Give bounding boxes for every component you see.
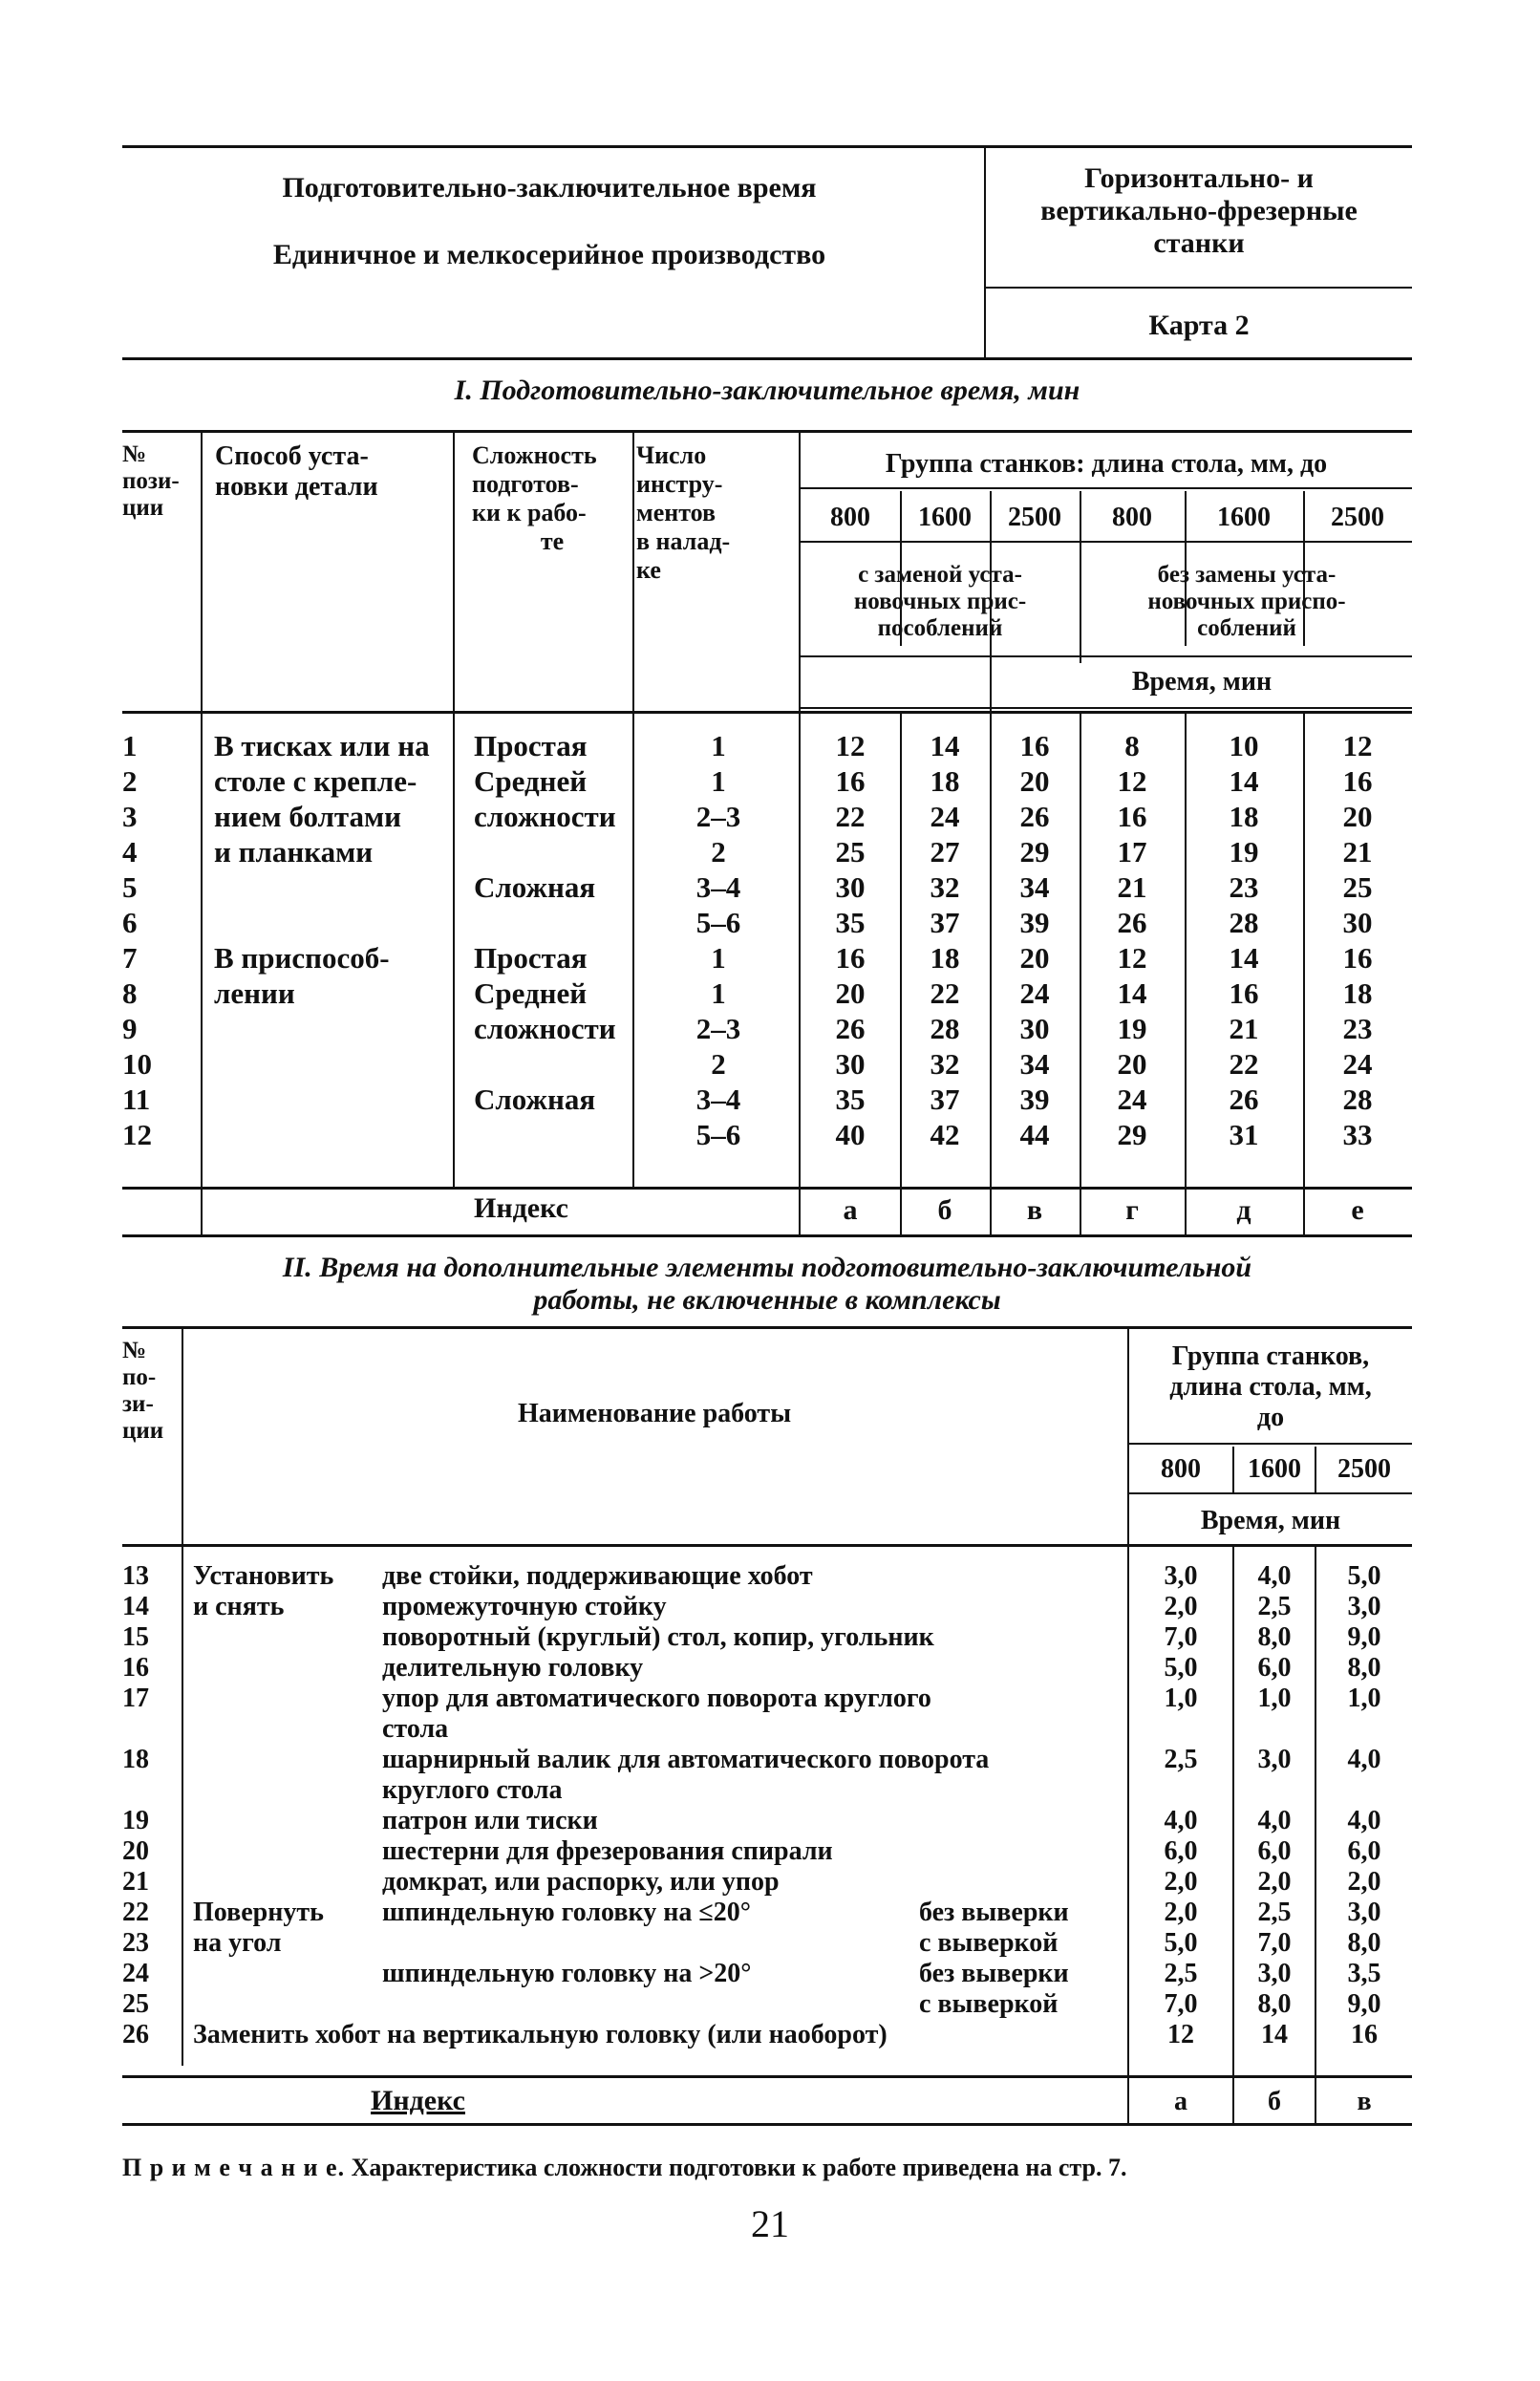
time-value-cell: 12 [1342,729,1373,762]
time-value-cell: 4,0 [1257,1806,1292,1835]
tools-cell: 2 [711,1047,726,1081]
table1-rule [801,541,1412,543]
time-value-cell: 16 [1351,2020,1378,2049]
length-header: 800 [830,503,870,532]
header-machines: Горизонтально- и вертикально-фрезерные станки [1040,162,1358,259]
time-value-cell: 25 [835,835,866,869]
position-cell [122,1775,180,1806]
time-value-cell: 2,0 [1164,1898,1198,1927]
time-value-cell: 14 [1229,764,1259,798]
time-value-cell: 22 [1229,1047,1259,1081]
time-value-cell: 1,0 [1164,1684,1198,1713]
work-name: шпиндельную головку на ≤20° [382,1898,751,1927]
complexity-a-hard: Сложная [474,870,596,904]
time-value-cell: 2,5 [1257,1898,1292,1927]
complexity-a: Простая Средней сложности [474,729,616,833]
time-value-cell: 5,0 [1164,1928,1198,1958]
position-cell: 19 [122,1806,149,1835]
time-value-cell: 32 [930,1047,960,1081]
time-value-cell: 4,0 [1347,1806,1381,1835]
time-value-cell: 12 [1117,764,1147,798]
time-value-cell: 16 [835,941,866,975]
work-name: стола [382,1714,449,1744]
time-value-cell: 26 [1117,906,1147,939]
time-value-cell: 29 [1019,835,1050,869]
footnote [122,2154,1422,2182]
time-value-cell: 18 [930,941,960,975]
time-value-cell: 26 [835,1012,866,1045]
time-value-cell: 23 [1342,1012,1373,1045]
table2-rule [1129,1492,1412,1494]
header-bottom-rule [122,357,1412,360]
position-cell: 2 [122,764,138,798]
time-value-cell: 2,0 [1164,1592,1198,1621]
time-value-cell: 16 [1229,976,1259,1010]
position-cell: 9 [122,1012,138,1045]
header-top-rule [122,145,1412,148]
time-value-cell: 3,0 [1347,1898,1381,1927]
time-header: Время, мин [1131,667,1273,697]
time-value-cell: 16 [1117,800,1147,833]
page-number: 21 [751,2202,789,2245]
work-name: промежуточную стойку [382,1592,667,1621]
length-header: 1600 [1217,503,1271,532]
time-value-cell: 4,0 [1347,1745,1381,1774]
complexity-b-hard: Сложная [474,1083,596,1116]
position-cell: 10 [122,1047,152,1081]
time-value-cell: 6,0 [1257,1836,1292,1866]
position-cell [122,1714,180,1745]
verb-install: Установить и снять [193,1561,334,1621]
time-value-cell: 30 [835,1047,866,1081]
time-value-cell: 28 [930,1012,960,1045]
tools-cell: 1 [711,976,726,1010]
time-value-cell: 8 [1124,729,1140,762]
table1-head-bottom [122,711,1412,714]
position-cell: 16 [122,1653,149,1683]
time-value-cell: 3,0 [1257,1745,1292,1774]
time-value-cell: 39 [1019,906,1050,939]
table2-rule [1129,1443,1412,1445]
position-cell: 5 [122,870,138,904]
machine-group-header: Группа станков: длина стола, мм, до [885,449,1328,479]
position-column [122,728,189,1152]
time-value-cell: 19 [1229,835,1259,869]
work-name: шарнирный валик для автоматического поворота [382,1745,990,1774]
time-value-cell: 25 [1342,870,1373,904]
card-number: Карта 2 [1148,310,1250,341]
time-value-cell: 26 [1229,1083,1259,1116]
time-value-cell: 3,0 [1347,1592,1381,1621]
position-cell: 7 [122,941,138,975]
time-value-cell: 34 [1019,870,1050,904]
condition: с выверкой [919,1928,1059,1958]
method-b: В приспособ- лении [214,941,390,1010]
time-value-cell: 12 [1167,2020,1194,2049]
work-name: круглого стола [382,1775,563,1805]
time-value-cell: 26 [1019,800,1050,833]
time-value-cell: 24 [1019,976,1050,1010]
time-value-cell: 8,0 [1257,1622,1292,1652]
col-header-method: Способ уста- новки детали [215,441,378,502]
length-header: 800 [1112,503,1152,532]
time-value-cell: 21 [1117,870,1147,904]
work-name: домкрат, или распорку, или упор [382,1867,780,1897]
section1-title: I. Подготовительно-заключительное время, мин [454,375,1080,406]
position-cell: 1 [122,729,138,762]
table2-head-bottom [122,1544,1412,1547]
time-value-cell: 14 [930,729,960,762]
time-value-cell: 31 [1229,1118,1259,1151]
work-name: шестерни для фрезерования спирали [382,1836,833,1866]
complexity-b: Простая Средней сложности [474,941,616,1045]
time-value-cell: 18 [930,764,960,798]
time-value-cell: 28 [1342,1083,1373,1116]
length-header: 2500 [1331,503,1384,532]
position-cell: 24 [122,1959,149,1988]
time-value-cell: 20 [1342,800,1373,833]
condition: без выверки [919,1959,1069,1988]
time-value-cell: 33 [1342,1118,1373,1151]
time-value-cell: 3,0 [1164,1561,1198,1591]
header-right-rule [986,287,1412,289]
machine-group-header-2: Группа станков, длина стола, мм, до [1169,1341,1372,1432]
time-value-cell: 37 [930,1083,960,1116]
last-work: Заменить хобот на вертикальную головку (или наоборот) [193,2020,888,2049]
tools-cell: 5–6 [695,906,741,939]
table2-bottom-rule [122,2123,1412,2126]
position-cell: 3 [122,800,138,833]
time-value-cell: 14 [1229,941,1259,975]
table2-body-bottom [122,2075,1412,2078]
time-value-cell: 44 [1019,1118,1050,1151]
tools-cell: 2–3 [695,1012,741,1045]
time-value-cell: 18 [1342,976,1373,1010]
time-value-cell: 3,5 [1347,1959,1381,1988]
col-header-position: № пози- ции [122,441,180,521]
time-value-cell: 28 [1229,906,1259,939]
time-value-cell: 6,0 [1164,1836,1198,1866]
position-cell: 18 [122,1745,149,1774]
length-header-2: 800 [1161,1454,1201,1484]
tools-column [659,728,778,1152]
position-cell: 23 [122,1928,149,1958]
time-value-cell: 5,0 [1164,1653,1198,1683]
time-value-cell: 6,0 [1347,1836,1381,1866]
time-value-cell: 2,5 [1164,1959,1198,1988]
index-cell: в [1357,2087,1372,2116]
time-value-cell: 32 [930,870,960,904]
time-value-cell: 20 [835,976,866,1010]
time-value-cell: 24 [930,800,960,833]
time-value-cell: 16 [835,764,866,798]
position-cell: 11 [122,1083,151,1116]
index-cell: в [1026,1194,1043,1226]
work-name: упор для автоматического поворота круглого [382,1684,931,1713]
time-value-cell: 7,0 [1164,1622,1198,1652]
tools-cell: 3–4 [695,870,741,904]
index-label-2: Индекс [371,2085,465,2116]
time-value-cell: 21 [1229,1012,1259,1045]
table1-vline [201,432,203,1234]
time-value-cell: 12 [835,729,866,762]
time-value-cell: 42 [930,1118,960,1151]
time-value-cell: 7,0 [1164,1989,1198,2019]
time-value-cell: 4,0 [1164,1806,1198,1835]
time-value-cell: 2,5 [1164,1745,1198,1774]
time-value-cell: 27 [930,835,960,869]
time-value-cell: 8,0 [1347,1653,1381,1683]
time-value-cell: 9,0 [1347,1622,1381,1652]
footnote-lead: П р и м е ч а н и е. [122,2154,346,2181]
table1-body-bottom [122,1187,1412,1190]
time-value-cell: 24 [1117,1083,1147,1116]
time-value-cell: 1,0 [1257,1684,1292,1713]
time-value-cell: 19 [1117,1012,1147,1045]
length-header-2: 1600 [1248,1454,1301,1484]
index-cell: е [1351,1194,1364,1226]
time-value-cell: 16 [1019,729,1050,762]
table1-bottom-rule [122,1234,1412,1237]
time-value-cell: 22 [835,800,866,833]
col2-header-name: Наименование работы [517,1399,792,1428]
time-header-2: Время, мин [1200,1506,1341,1535]
table2-vline [182,1328,183,2066]
time-value-cell: 16 [1342,941,1373,975]
time-value-cell: 20 [1019,941,1050,975]
footnote-text: Характеристика сложности подготовки к работе приведена на стр. 7. [351,2154,1127,2181]
time-value-cell: 16 [1342,764,1373,798]
time-value-cell: 5,0 [1347,1561,1381,1591]
tools-cell: 1 [711,941,726,975]
time-value-cell: 24 [1342,1047,1373,1081]
length-header-2: 2500 [1337,1454,1391,1484]
position-cell: 22 [122,1898,149,1927]
position-cell: 6 [122,906,138,939]
time-value-cell: 9,0 [1347,1989,1381,2019]
time-value-cell: 22 [930,976,960,1010]
time-value-cell: 12 [1117,941,1147,975]
tools-cell: 2 [711,835,726,869]
index-cell: а [843,1194,858,1226]
table1-rule [801,707,1412,709]
index-cell: д [1236,1194,1251,1226]
table2-top-rule [122,1326,1412,1329]
time-value-cell: 17 [1117,835,1147,869]
work-name: две стойки, поддерживающие хобот [382,1561,813,1591]
position-cell: 12 [122,1118,152,1151]
header-subtitle: Единичное и мелкосерийное производство [272,239,826,270]
time-value-cell: 3,0 [1257,1959,1292,1988]
tools-cell: 5–6 [695,1118,741,1151]
without-change-header: без замены уста- новочных приспо- соблений [1147,562,1346,641]
table1-top-rule [122,430,1412,433]
time-value-cell: 39 [1019,1083,1050,1116]
position-cell: 17 [122,1684,149,1713]
time-value-cell: 29 [1117,1118,1147,1151]
time-value-cell: 21 [1342,835,1373,869]
time-value-cell: 1,0 [1347,1684,1381,1713]
work-name: шпиндельную головку на >20° [382,1959,752,1988]
position-cell: 26 [122,2020,149,2049]
verb-rotate: Повернуть на угол [193,1898,324,1958]
time-value-cell: 7,0 [1257,1928,1292,1958]
index-cell: а [1174,2087,1187,2116]
time-value-cell: 2,0 [1257,1867,1292,1897]
position-cell: 13 [122,1561,149,1591]
table1-rule [801,487,1412,489]
position-cell: 8 [122,976,138,1010]
position-cell: 21 [122,1867,149,1897]
work-name: делительную головку [382,1653,644,1683]
position-cell: 14 [122,1592,149,1621]
time-value-cell: 14 [1261,2020,1288,2049]
header-title: Подготовительно-заключительное время [282,172,817,204]
position-cell: 15 [122,1622,149,1652]
index-label: Индекс [474,1192,568,1224]
condition: без выверки [919,1898,1069,1927]
position-cell: 4 [122,835,138,869]
table1-vline [453,432,455,1187]
time-value-cell: 37 [930,906,960,939]
time-value-cell: 2,0 [1164,1867,1198,1897]
time-value-cell: 14 [1117,976,1147,1010]
length-header: 1600 [918,503,972,532]
time-value-cell: 35 [835,906,866,939]
col-header-tools: Число инстру- ментов в налад- ке [636,441,731,584]
time-value-cell: 2,0 [1347,1867,1381,1897]
length-header: 2500 [1008,503,1061,532]
time-value-cell: 20 [1019,764,1050,798]
time-value-cell: 8,0 [1257,1989,1292,2019]
time-value-cell: 30 [1342,906,1373,939]
time-value-cell: 20 [1117,1047,1147,1081]
tools-cell: 1 [711,764,726,798]
time-value-cell: 30 [835,870,866,904]
time-value-cell: 2,5 [1257,1592,1292,1621]
header-divider [984,145,986,357]
time-value-cell: 18 [1229,800,1259,833]
time-value-cell: 4,0 [1257,1561,1292,1591]
table1-rule [801,655,1412,657]
time-value-cell: 10 [1229,729,1259,762]
col2-header-position: № по- зи- ции [122,1338,164,1444]
position-cell: 20 [122,1836,149,1866]
time-value-cell: 6,0 [1257,1653,1292,1683]
tools-cell: 3–4 [695,1083,741,1116]
col-header-complexity: Сложность подготов- ки к рабо- те [472,441,597,555]
work-name: поворотный (круглый) стол, копир, угольник [382,1622,934,1652]
time-value-cell: 35 [835,1083,866,1116]
time-value-cell: 34 [1019,1047,1050,1081]
work-name: патрон или тиски [382,1806,598,1835]
method-a: В тисках или на столе с крепле- нием болтами и планками [214,729,430,869]
time-value-cell: 40 [835,1118,866,1151]
tools-cell: 1 [711,729,726,762]
time-value-cell: 30 [1019,1012,1050,1045]
time-value-cell: 23 [1229,870,1259,904]
position-cell: 25 [122,1989,149,2019]
tools-cell: 2–3 [695,800,741,833]
with-change-header: с заменой уста- новочных прис- пособлений [853,562,1027,641]
condition: с выверкой [919,1989,1059,2019]
index-cell: г [1125,1194,1139,1226]
index-cell: б [1268,2087,1281,2116]
section2-title: II. Время на дополнительные элементы подготовительно-заключительной работы, не включенные в комплексы [282,1252,1252,1316]
time-value-cell: 8,0 [1347,1928,1381,1958]
index-cell: б [937,1194,952,1226]
